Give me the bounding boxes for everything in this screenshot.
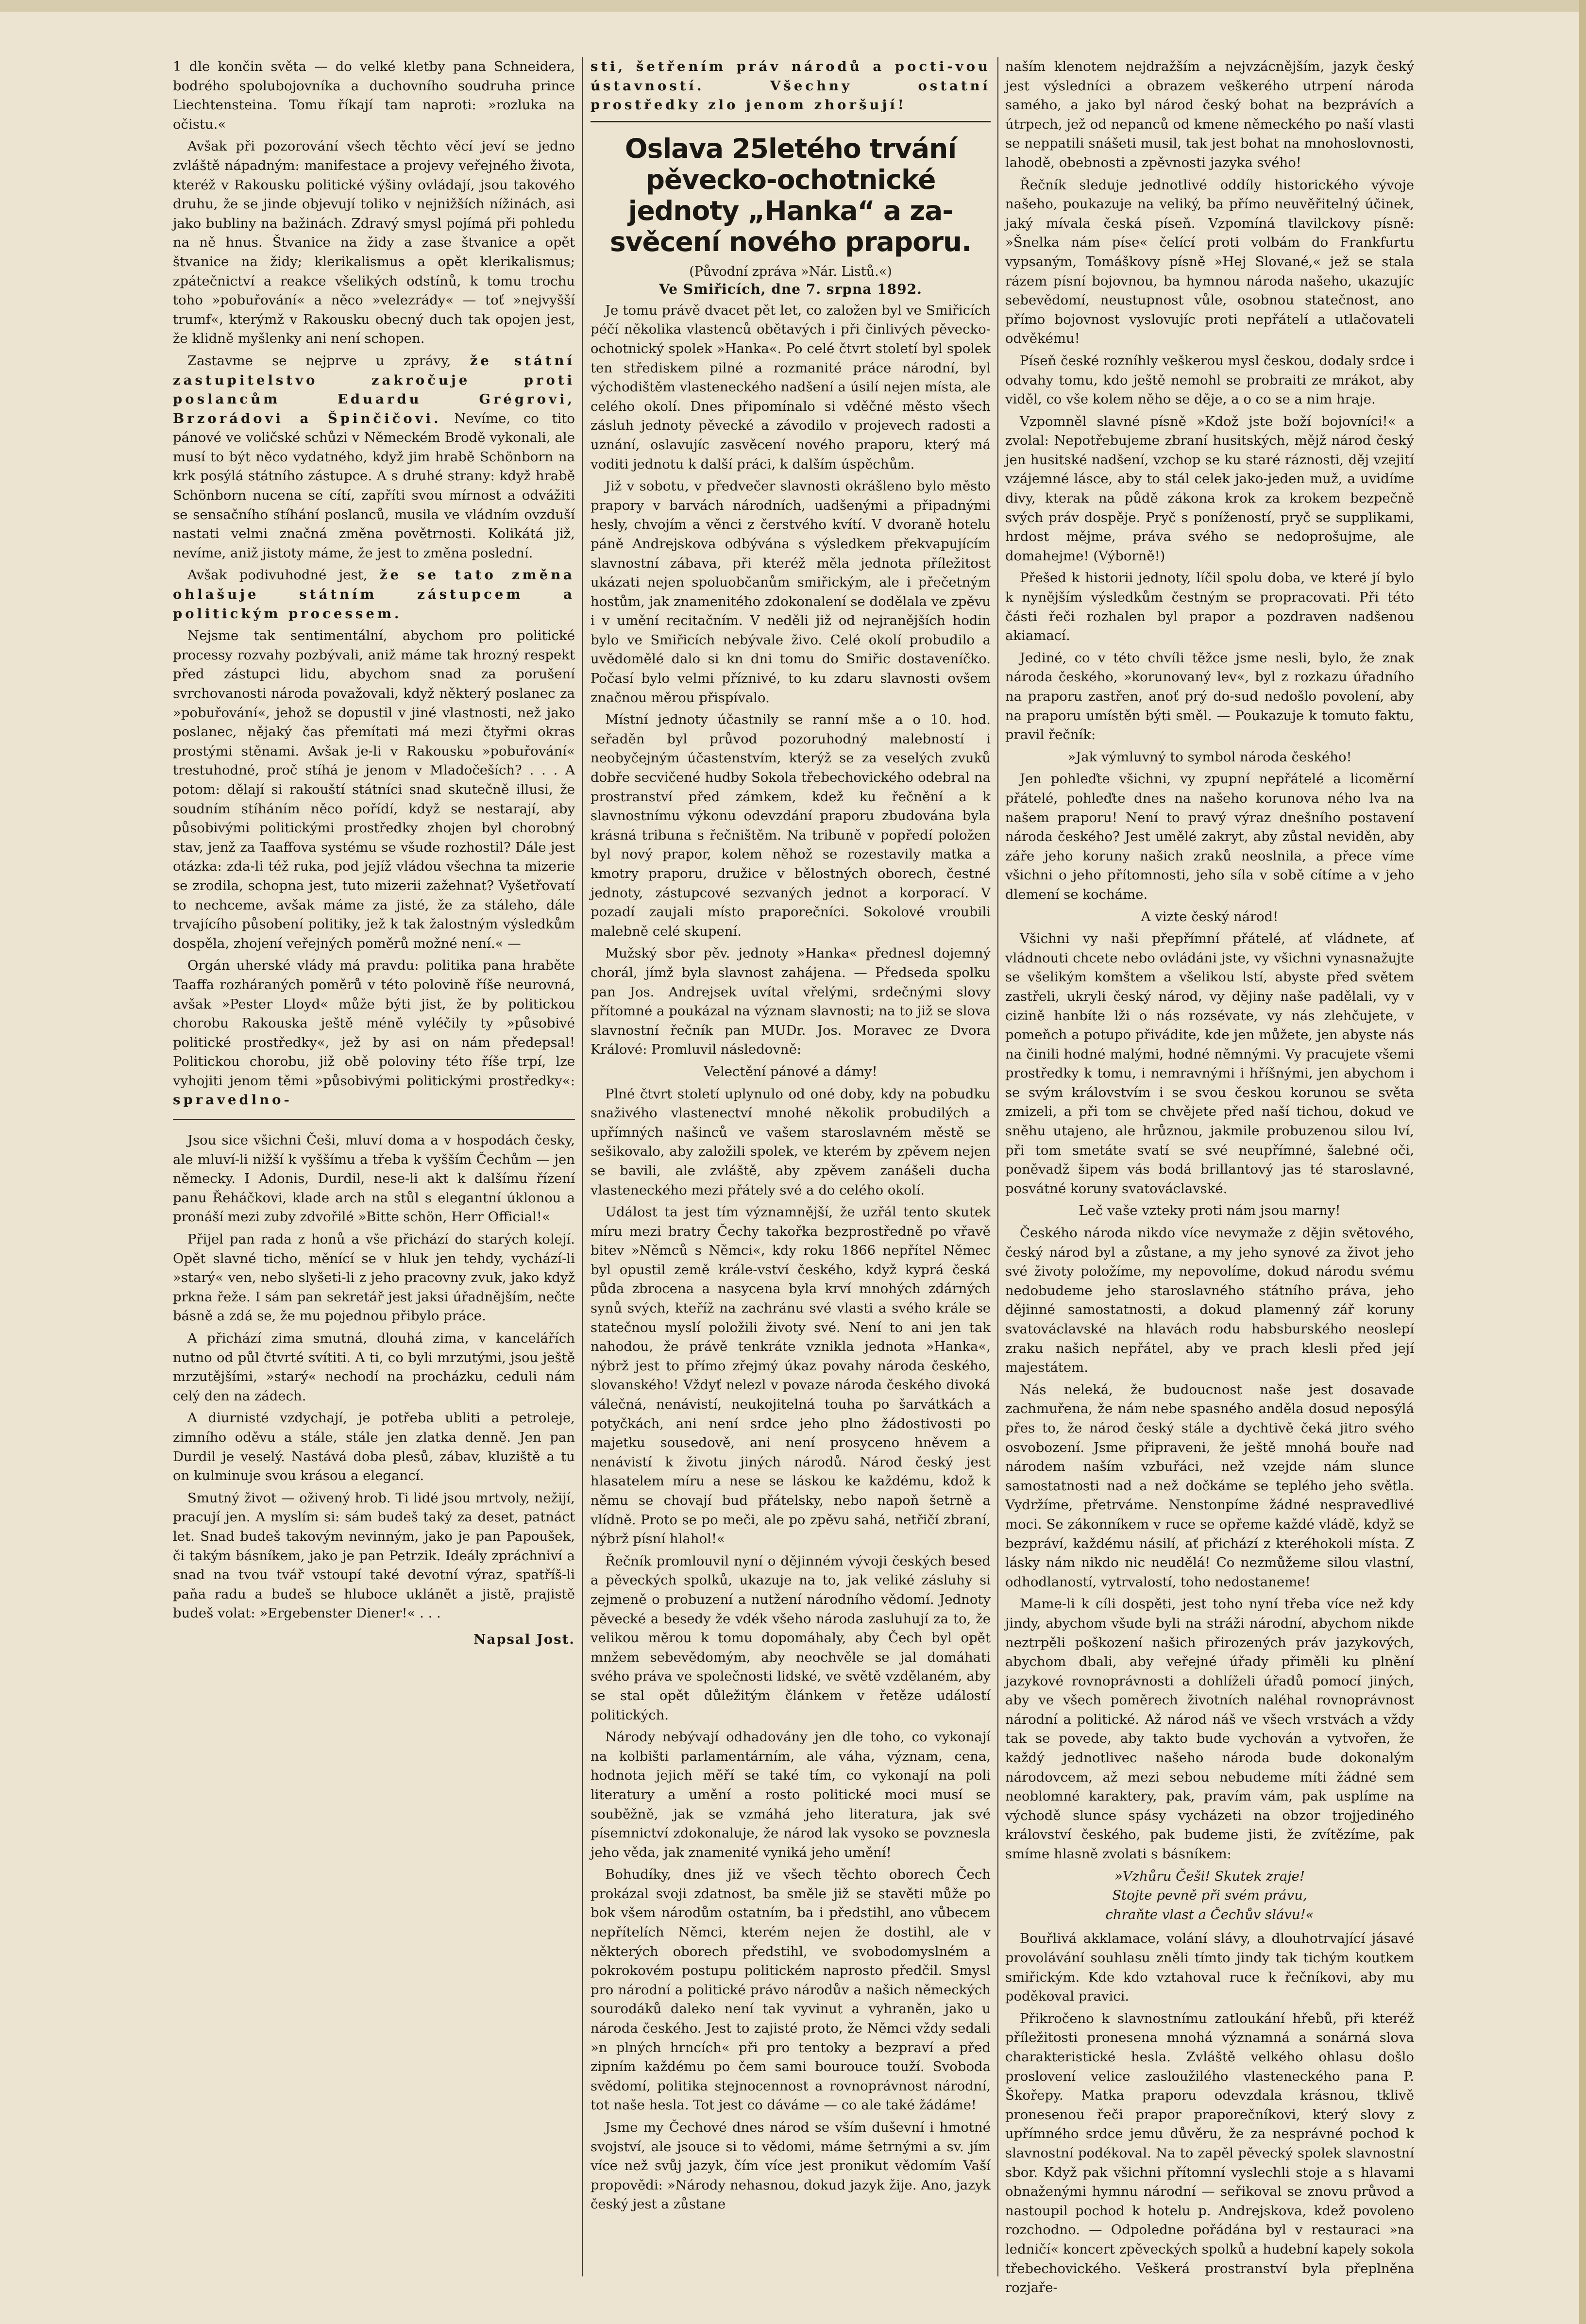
column-rule — [997, 57, 998, 2276]
paragraph: Bohudíky, dnes již ve všech těchto oborech Čech prokázal svoji zdatnost, ba směle již se stavěti může po bok všem národům ostatním, ba i předstihl, ano vůbecem nepřítelích Němci, kterém nejen že dostihl, ale v některých oborech předstihl, ve svobodomyslném a pokrokovém postupu politickém naprosto předčil. Smysl pro národní a politické právo národův a našich německých sourodáků daleko není tak vyvinut a vyhraněn, jako u národa českého. Jest to zajisté proto, že Němci vždy sedali »n plných hrncích« při pro tentoky a bezpraví a před zipním každému po čem sami bourouce touží. Svoboda svědomí, politika stejnocennost a rovnoprávnost národní, tot naše hesla. Tot jest co dáváme — co ale také žádáme! — [591, 1867, 991, 2113]
paragraph — [173, 566, 575, 623]
paragraph: Řečník promlouvil nyní o dějinném vývoji českých besed a pěveckých spolků, ukazuje na to, jak veliké zásluhy si zejmeně o probuzení a nutžení národního vědomí. Jednoty pěvecké a besedy že vdék všeho národa zasluhují za to, že velikou měrou k tomu dopomáhaly, aby Čech byl opět mnžem sebevědomým, aby neochvěle se jal domáhati svého práva ve společnosti lidské, ve světě vzdělaném, aby se stal opět důležitým článkem v řetěze událostí politických. — [591, 1553, 991, 1723]
paragraph: Místní jednoty účastnily se ranní mše a o 10. hod. seřaděn byl průvod pozoruhodný malebností i neobyčejným účastenstvím, kterýž se za veselých zvuků dobře secvičené hudby Sokola třebechovického odebral na prostranství před zámkem, kdež ku řečnění a k slavnostnímu výkonu odevzdání praporu zbudována byla krásná tribuna s řečništěm. Na tribuně v popředí položen byl nový prapor, kolem něhož se rozestavily matka a kmotry praporu, družice v bělostných oborech, čestné jednoty, zástupcové sezvaných jednot a korporací. V pozadí zaujali místo praporečníci. Sokolové vroubili malebně celé skupení. — [591, 712, 991, 939]
paragraph: Národy nebývají odhadovány jen dle toho, co vykonají na kolbišti parlamentárním, ale váha, význam, cena, hodnota jejich měří se také tím, co vykonají na poli literatury a umění a rosto politické moci musí se souběžně, jak se vzmáhá jeho literatura, jak své písemnictví zdokonaluje, že národ lak vysoko se povznesla jeho věda, jak znamenité vyniká jeho umění! — [591, 1729, 991, 1860]
paragraph: naším klenotem nejdražším a nejvzácnějším, jazyk český jest výsledníci a obrazem veškerého utrpení národa samého, a jako byl národ český bohat na bezprávích a útrpech, jež od nepanců od kmene německého po naší vlasti se neppatili snášeti musil, tak jest bohat na mnohoslovnosti, lahodě, obebnosti a zpěvnosti jazyka svého! — [1005, 59, 1414, 170]
column-right — [1005, 57, 1414, 2296]
paragraph: Nás neleká, že budoucnost naše jest dosavade zachmuřena, že nám nebe spasného anděla dosud neposýlá přes to, že národ český stále a dychtivě čeká jitro svého osvobození. Jsme připraveni, že ještě mnohá bouře nad národem naším vzbuřáci, než vzejde nám slunce samostatnosti nad a než dočkáme se teplého jeho světla. Vydržíme, přetrváme. Nenstonpíme žádné nespravedlivé moci. Se zákonníkem v ruce se opřeme každé vládě, když se bezpráví, každému násilí, ať přichází z kteréhokoli místa. Z lásky nám nikdo nic neudělá! Co nezmůžeme silou vlastní, odhodlaností, vytrvalostí, toho nedostaneme! — [1005, 1381, 1414, 1590]
paragraph: Mužský sbor pěv. jednoty »Hanka« přednesl dojemný chorál, jímž byla slavnost zahájena. — Předseda spolku pan Jos. Andrejsek uvítal vřelými, srdečnými slovy přítomné a poukázal na význam slavnosti; na to již se slova slavnostní řečník pan MUDr. Jos. Moravec ze Dvora Králové: Promluvil následovně: — [591, 945, 991, 1058]
feuilleton-paragraph: A přichází zima smutná, dlouhá zima, v kancelářích nutno od půl čtvrté svítiti. A ti, co byli mrzutými, jsou ještě mrzutějšími, »starý« nechodí na procházku, ceduli nám celý den na zádech. — [173, 1330, 575, 1404]
paragraph: Avšak při pozorování všech těchto věcí jeví se jedno zvláště nápadným: manifestace a projevy veřejného života, kteréž v Rakousku politické výšiny ovládají, jsou takového druhu, že se jinde objevují toliko v nejnižších nížinách, asi jako bubliny na bažinách. Zdravý smysl pojímá při pohledu na ně hnus. Štvanice na židy a zase štvanice a opět štvanice na židy; klerikalismus a opět klerikalismus; zpátečnictví a reakce všelikých odstínů, k tomu trochu toho »pobuřování« a něco »velezrády« — toť »nejvyšší trumf«, kterýmž v Rakousku obecný duch tak opojen jest, že klidně myšlenky ani není schopen. — [173, 138, 575, 347]
column-left — [173, 57, 575, 2281]
continued-text: sti, šetřením práv národů a pocti-vou ústavností. Všechny ostatní prostředky zlo jenom zhoršují! — [591, 59, 991, 113]
paragraph: Je tomu právě dvacet pět let, co založen byl ve Smiřicích péčí několika vlastenců obětavých i při činlivých pěvecko-ochotnický spolek »Hanka«. Po celé čtvrt století byl spolek ten střediskem pilné a rozmanité práce národní, byl východištěm vlasteneckého nadšení a úsilí nejen místa, ale celého okolí. Dnes připomínalo si vděčné město všech zásluh jednoty pěvecké a závodilo v projevech radosti a uznání, oslavujíc zasvěcení nového praporu, který má voditi jednotu k další práci, k dalším úspěchům. — [591, 302, 991, 472]
paragraph: 1 dle končin světa — do velké kletby pana Schneidera, bodrého spolubojovníka a duchovního soudruha prince Liechtensteina. Tomu říkají tam naproti: »rozluka na očistu.« — [173, 59, 575, 132]
paragraph: Nejsme tak sentimentální, abychom pro politické processy rozvahy pozbývali, aniž máme tak hrozný respekt před zástupci lidu, abychom snad za porušení svrchovanosti národa považovali, když některý poslanec za »pobuřování«, jehož se dopustil v jiné vlastnosti, než jako poslanec, nějaký čas přemítati má mezi čtyřmi okras prostými stěnami. Avšak je-li v Rakousku »pobuřování« trestuhodné, proč stíhá je jenom v Mladočeších? . . . A potom: dělají si rakouští státníci snad skutečně illusi, že soudním stíháním něco pořídí, když se nestarají, aby působivými politickými prostředky zhojen byl chorobný stav, jenž za Taaffova systému se všude rozhostil? Dále jest otázka: zda-li též ruka, pod jejíž vládou všechna ta mizerie se zrodila, schopna jest, tuto mizerii zažehnat? Vyšetřovatí to nechceme, avšak máme za jisté, že za stáleho, dále trvajícího působení politiky, jež k tak žalostným výsledkům dospěla, zhojení veřejných poměrů možné není.« — — [173, 628, 575, 951]
paragraph: Bouřlivá akklamace, volání slávy, a dlouhotrvající jásavé provolávání souhlasu zněli tímto jindy tak tichým koutkem smiřickým. Kde kdo vztahoval ruce k řečníkovi, aby mu poděkoval pravici. — [1005, 1931, 1414, 2004]
signature: Napsal Jost. — [473, 1631, 575, 1647]
paragraph: Mame-li k cíli dospěti, jest toho nyní třeba více než kdy jindy, abychom všude byli na stráži národní, abychom nikde neztrpěli poškození našich přirozených práv jazykových, abychom dbali, aby veřejné úřady přiměli ku plnění jazykové rovnoprávnosti a dohlíželi úřadů pomocí jiných, aby ve všech poměrech životních naléhal rovnoprávnost národní a politické. Až národ náš ve všech vrstvách a vždy tak se povede, aby takto bude vychován a vytvořen, že každý jednotlivec našeho národa bude dokonalým národovcem, až mezi sebou nebudeme míti žádné sem neoblomné karaktery, pak, pravím vám, pak usplíme na východě slunce spásy vycházeti na obzor trojjediného království českého, pak budeme jisti, že zvítězíme, pak smíme hlasně zvolati s básníkem: — [1005, 1596, 1414, 1862]
paragraph: Jsme my Čechové dnes národ se vším duševní i hmotné svojství, ale jsouce si to vědomi, máme šetrnými a sv. jím více než svůj jazyk, čím více jest pronikut vědomím Vaší propovědi: »Národy nehasnou, dokud jazyk žije. Ano, jazyk český jest a zůstane — [591, 2120, 991, 2212]
column-middle — [591, 57, 991, 2281]
column-rule — [582, 57, 583, 2276]
spaced-emphasis: že se tato změna ohlašuje státním zástupcem a politickým processem. — [173, 567, 575, 622]
article-divider — [591, 121, 991, 124]
paragraph: Českého národa nikdo více nevymaže z dějin světového, český národ byl a zůstane, a my jeho synové za život jeho své životy položíme, my nepovolíme, dokud národu svému nedobudeme jeho staroslavného státního práva, jeho dějinné samostatnosti, a dokud plamenný zář koruny svatováclavské na hlavách rodu habsburského neoslepí zraku našich nepřátel, aby ve prach klesli před její majestátem. — [1005, 1225, 1414, 1376]
paragraph: Událost ta jest tím významnější, že uzřál tento skutek míru mezi bratry Čechy takořka bezprostředně po vřavě bitev »Němců s Němci«, kdy roku 1866 nepřítel Němec byl opustil země krále-vství českého, když kyprá česká půda zbrocena a nasycena byla krví mnohých zdárných synů svých, kteříž na zachránu své vlasti a svého krále se statečnou myslí položili životy své. Není to ani jen tak nahodou, že právě tenkráte vznikla jednota »Hanka«, nýbrž jest to přímo zřejmý úkaz povahy národa českého, slovanského! Vždyť nelezl v povaze národa českého divoká válečná, nenávistí, neukojitelná touha po šarvátkách a potyčkách, ani není srdce jeho plno žádostivosti po majetku sousedově, ani není prosyceno hněvem a nenávistí k životu jiných národů. Národ český jest hlasatelem míru a nese se láskou ke každému, kdož k němu se chovají bud přátelsky, nebo napoň šetrně a vlídně. Proto se po meči, ale po zpěvu sahá, netřičí zbraní, nýbrž písní hlahol!« — [591, 1204, 991, 1547]
paragraph: Píseň české rozníhly veškerou mysl českou, dodaly srdce i odvahy tomu, kdo ještě nemohl se probraiti ze mrákot, aby viděl, co vše kolem něho se děje, a o co se a nim hraje. — [1005, 353, 1414, 407]
article-dateline: Ve Smiřicích, dne 7. srpna 1892. — [659, 281, 922, 297]
text-run: Orgán uherské vlády má pravdu: politika pana hraběte Taaffa rozháraných poměrů v této polovině říše neurovná, avšak »Pester Lloyd« může býti jist, že by politickou chorobu Rakouska ještě méně vyléčily ty »působivé politické prostředky«, jež by asi on nám předepsal! Politickou chorobu, již obě poloviny této říše trpí, lze vyhojiti jenom těmi »působivými politickými prostředky«: — [173, 958, 575, 1089]
quote-line: A vizte český národ! — [1141, 909, 1279, 925]
paragraph: Vzpomněl slavné písně »Kdož jste boží bojovníci!« a zvolal: Nepotřebujeme zbraní husitských, mějž národ český jen husitské nadšení, vzchop se ku staré ráznosti, děj vzejití vzájemné lásce, aby to stál celek jako-jeden muž, a uvidíme divy, kterak na půdě zákona krok za krokem bezpečně svých práv dospěje. Pryč s ponížeností, pryč se supplikami, hrdost mějme, práva svého se nedoprošujme, ale domahejme! (Výborně!) — [1005, 413, 1414, 564]
verse-line: »Vzhůru Češi! Skutek zraje! — [1114, 1868, 1305, 1884]
quote-line: Leč vaše vztekу proti nám jsou marny! — [1079, 1203, 1341, 1219]
paragraph: Řečník sleduje jednotlivé oddíly historického vývoje našeho, poukazuje na veliký, ba přímo neuvěřitelný účinek, jaký mívala česká píseň. Vzpomíná tlavilckovy písně: »Šnelka nám píse« čelící proti volbám do Frankfurtu vypsaným, Tomáškovy písně »Hej Slované,« jež se stala rázem písní bojovnou, ba hymnou národa našeho, ukazujíc sebevědomí, neustupnost vůle, osobnou statečnost, ano přímo bojovnost vyslovujíc proti nepřátelí a utlačovateli odvěkému! — [1005, 177, 1414, 347]
page-top-edge — [0, 0, 1586, 12]
verse-line: Stojte pevně při svém právu, — [1112, 1887, 1307, 1903]
spaced-emphasis: že státní zastupitelstvo zakročuje proti poslancům Eduardu Grégrovi, Brzorádovi a Špinčičovi. — [173, 353, 575, 426]
paragraph — [173, 352, 575, 563]
paragraph: Přikročeno k slavnostnímu zatloukání hřebů, při kteréž příležitosti pronesena mnohá významná a sonárná slova charakteristické hesla. Zvláště velkého ohlasu došlo proslovení velice zasloužilého vlasteneckého pana P. Škořepy. Matka praporu odevzdala krásnou, tklivě pronesenou řeči prapor praporečníkovi, který slovy z upřímného srdce jemu důvěru, že za nesprávné pochod k slavnostní podékoval. Na to zapěl pěvecký spolek slavnostní sbor. Když pak všichni přítomní vyslechli stoje a s hlavami obnaženými hymnu národní — seřikoval se znovu průvod a nastoupil pochod k hotelu p. Andrejskova, kdež povoleno rozchodno. — Odpoledne pořádána byl v restauraci »na ledničí« koncert zpěveckých spolků a hudební kapely sokola třebechovického. Veškerá prostranství byla přeplněna rozjaře- — [1005, 2010, 1414, 2296]
paragraph: Již v sobotu, v předvečer slavnosti okrášleno bylo město prapory v barvách národních, uadšenými a připadnými hesly, chvojím a věnci z čerstvého kvítí. V dvoraně hotelu páně Andrejskova odbývána s výsledkem překvapujícím slavnostní zábava, při kteréž měla jednota příležitost ukázati nejen spoluobčanům smiřickým, ale i přečetným hostům, jak znamenitého zdokonalení se dodělala ve zpěvu i v umění recitačním. V neděli již od nejranějších hodin bylo ve Smiřicích nebývale živo. Celé okolí probudilo a uvědomělé dalo si kn dni tomu do Smiřic dostaveníčko. Počasí bylo velmi příznivé, to ku zdaru slavnosti ovšem značnou měrou přispívalo. — [591, 478, 991, 706]
feuilleton-paragraph: Jsou sice všichni Češi, mluví doma a v hospodách česky, ale mluví-li nižší k vyššímu a třeba k vyšším Čechům — jen německy. I Adonis, Durdil, nese-li akt k dalšímu řízení panu Řeháčkovi, klade arch na stůl s elegantní úklonou a pronáší mezi zuby zdvořilé »Bitte schön, Herr Official!« — [173, 1132, 575, 1225]
speech-salutation: Velectění pánové a dámy! — [704, 1063, 877, 1079]
paragraph — [173, 956, 575, 1110]
verse-line: chraňte vlast a Čechův slávu!« — [1105, 1906, 1314, 1922]
paragraph — [591, 57, 991, 115]
text-run: Avšak podivuhodné jest, — [187, 567, 380, 583]
feuilleton-paragraph: A diurnisté vzdychají, je potřeba ubliti a petroleje, zimního oděvu a stále, stále jen zlatka denně. Jen pan Durdil je veselý. Nastává doba plesů, zábav, kluziště a tu on kulminuje svou krásou a elegancí. — [173, 1410, 575, 1484]
feuilleton-paragraph: Smutný život — oživený hrob. Ti lidé jsou mrtvoly, nežijí, pracují jen. A myslím si: sám budeš taký za deset, patnáct let. Snad budeš takovým nevinným, jako je pan Papoušek, či takým básníkem, jako je pan Petrzik. Ideály zpráchniví a snad na tvou tvář vstoupí také devotní výraz, spatříš-li paňa radu a budeš se hluboce uklánět a jistě, prajistě budeš volat: »Ergebenster Diener!« . . . — [173, 1490, 575, 1621]
paragraph: Plné čtvrt století uplynulo od oné doby, kdy na pobudku snaživého vlastenectví mnohé několik probudilých a upřímných našinců ve vašem staroslavném městě se sešikovalo, aby založili spolek, ve kterém by zpěvem nejen se bavili, ale zvláště, aby zpěvem zanášeli ducha vlasteneckého mezi přátely své a do celého okolí. — [591, 1086, 991, 1198]
paragraph: Jen pohleďte všichni, vy zpupní nepřátelé a licoměrní přátelé, pohleďte dnes na našeho korunova ného lva na našem praporu! Není to pravý výraz dnešního postavení národa českého? Jest umělé zakryt, aby zůstal neviděn, aby záře jeho koruny našich zraků neoslnila, a přece víme všichni o jeho přítomnosti, jeho síla v sobě cítíme a v jeho dlemení se kocháme. — [1005, 771, 1414, 902]
paragraph: Přešed k historii jednoty, líčil spolu doba, ve které jí bylo k nynějším výsledkům čestným se propracovati. Při této části řeči rozhalen byl prapor a pozdraven nadšenou akiamací. — [1005, 570, 1414, 644]
text-run: Zastavme se nejprve u zprávy, — [187, 353, 470, 369]
page-right-edge — [1579, 0, 1586, 2324]
article-source: (Původní zpráva »Nár. Listů.«) — [689, 264, 892, 279]
feuilleton-paragraph: Přijel pan rada z honů a vše přichází do starých kolejí. Opět slavné ticho, měnící se v hluk jen tehdy, vychází-li »starý« ven, nebo slyšeti-li z jeho pracovny zvuk, jako když prkna řeže. I sám pan sekretář jest jaksi úřadnějším, nečte básně a zdá se, že mu pojednou přibylo práce. — [173, 1231, 575, 1324]
paragraph: Všichni vy naši přepřímní přátelé, ať vládnete, ať vládnouti chcete nebo ovládáni jste, vy všichni vynasnažujte se všelikým komštem a všelikou lstí, abyste před světem zastřeli, ukryli český národ, vy dějiny naše padělali, vy v cizině hanbíte lži o nás rozsévate, vy nás zlehčujete, v pomeňch a potupo přivádite, kde jen můžete, jen abyste nás na činili hodné malými, hodné němnými. Vy pracujete všemi prostředky k tomu, i nemravnými i hříšnými, jen abychom i se svým královstvím i se svou českou korunou se světa zmizeli, a při tom se chvějete před naší tichou, dokud ve sněhu utajeno, ale hrůznou, jakmile probuzenou silou lví, při tom smetáte svatí se své neupřímné, šalebné oči, poněvadž šipem vás bodá brillantový jas té staroslavné, posvátné koruny svatováclavské. — [1005, 931, 1414, 1196]
paragraph: Jediné, co v této chvíli těžce jsme nesli, bylo, že znak národa českého, »korunovaný lev«, byl z rozkazu úřadního na praporu zastřen, anoť prý do-sud nedošlo povolení, aby na praporu umístěn býti směl. — Poukazuje k tomuto faktu, pravil řečník: — [1005, 650, 1414, 743]
spaced-emphasis: spravedlno- — [173, 1092, 292, 1108]
quote-line: »Jak výmluvný to symbol národa českého! — [1067, 749, 1352, 765]
text-run: Nevíme, co tito pánové ve voličské schůzi v Německém Brodě vykonali, ale musí to být něco vydatného, když jim hrabě Schönborn na krk posýlá státního zástupce. A s druhé strany: když hrabě Schönborn nucena se cítí, zapříti svou mírnost a odvážiti se sensačního stíhání poslanců, musila ve vládním ovzduší nastati velmi značná změna povětrnosti. Kolikátá již, nevíme, aniž jistoty máme, že jest to změna poslední. — [173, 410, 575, 561]
article-headline: Oslava 25letého trvání pěvecko-ochotnické jednoty „Hanka“ a za-svěcení nového praporu. — [609, 133, 972, 257]
feuilleton-divider — [173, 1119, 575, 1120]
